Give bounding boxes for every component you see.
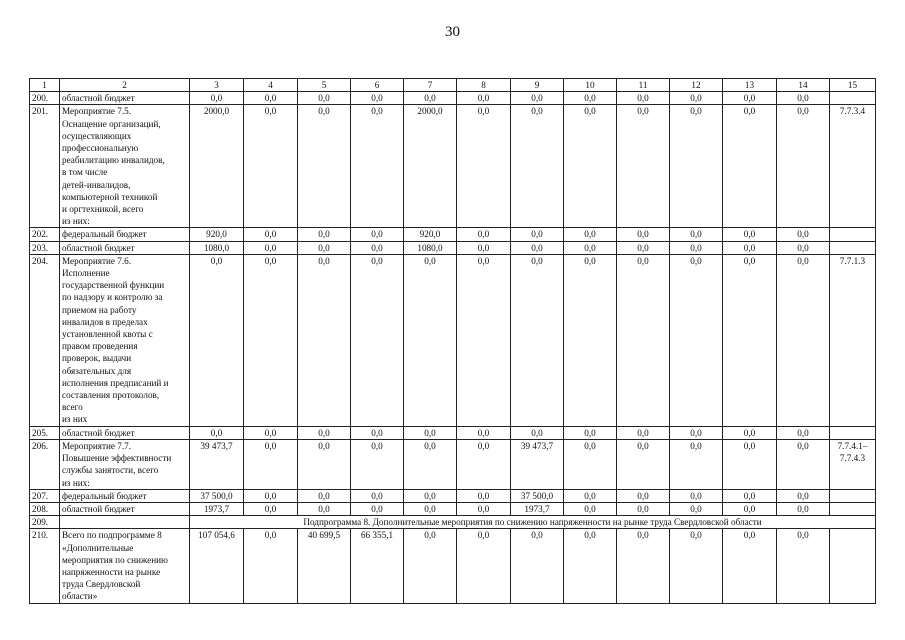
- column-header: 12: [670, 79, 723, 92]
- target-code: 7.7.1.3: [830, 254, 876, 426]
- value-cell: 920,0: [190, 228, 244, 241]
- value-cell: 0,0: [298, 105, 351, 228]
- value-cell: 0,0: [670, 92, 723, 105]
- value-cell: 0,0: [777, 254, 830, 426]
- target-code: [830, 92, 876, 105]
- value-cell: 0,0: [564, 426, 617, 439]
- value-cell: 0,0: [564, 228, 617, 241]
- value-cell: 0,0: [670, 439, 723, 489]
- value-cell: 0,0: [670, 489, 723, 502]
- row-number: 200.: [30, 92, 60, 105]
- table-row: [30, 529, 876, 603]
- value-cell: 37 500,0: [511, 489, 564, 502]
- value-cell: 1080,0: [404, 241, 457, 254]
- value-cell: 0,0: [723, 502, 777, 515]
- value-cell: 1080,0: [190, 241, 244, 254]
- value-cell: 0,0: [511, 105, 564, 228]
- value-cell: 0,0: [457, 426, 511, 439]
- value-cell: 0,0: [564, 92, 617, 105]
- value-cell: 0,0: [564, 105, 617, 228]
- table-row: [30, 516, 876, 529]
- value-cell: 0,0: [564, 529, 617, 603]
- value-cell: 0,0: [617, 489, 670, 502]
- value-cell: 0,0: [617, 105, 670, 228]
- row-number: 206.: [30, 439, 60, 489]
- item-name: областной бюджет: [60, 502, 190, 515]
- value-cell: 0,0: [244, 426, 298, 439]
- value-cell: 0,0: [564, 502, 617, 515]
- column-header: 8: [457, 79, 511, 92]
- value-cell: 0,0: [670, 228, 723, 241]
- value-cell: 0,0: [351, 426, 404, 439]
- value-cell: 0,0: [244, 92, 298, 105]
- value-cell: 0,0: [511, 241, 564, 254]
- value-cell: 0,0: [617, 254, 670, 426]
- value-cell: 0,0: [298, 241, 351, 254]
- value-cell: 0,0: [564, 254, 617, 426]
- value-cell: 107 054,6: [190, 529, 244, 603]
- column-header: 10: [564, 79, 617, 92]
- table-row: [30, 254, 876, 426]
- value-cell: 0,0: [511, 254, 564, 426]
- value-cell: 0,0: [617, 241, 670, 254]
- value-cell: 0,0: [457, 105, 511, 228]
- value-cell: 1973,7: [190, 502, 244, 515]
- table-row: [30, 241, 876, 254]
- value-cell: 37 500,0: [190, 489, 244, 502]
- value-cell: 0,0: [298, 228, 351, 241]
- value-cell: 2000,0: [190, 105, 244, 228]
- value-cell: 0,0: [351, 105, 404, 228]
- table-row: [30, 105, 876, 228]
- value-cell: 1973,7: [511, 502, 564, 515]
- value-cell: 0,0: [511, 228, 564, 241]
- value-cell: 0,0: [777, 241, 830, 254]
- value-cell: 0,0: [723, 92, 777, 105]
- value-cell: 0,0: [404, 92, 457, 105]
- value-cell: 66 355,1: [351, 529, 404, 603]
- value-cell: 0,0: [723, 439, 777, 489]
- value-cell: 39 473,7: [511, 439, 564, 489]
- value-cell: 0,0: [351, 92, 404, 105]
- column-header: 15: [830, 79, 876, 92]
- table-row: [30, 426, 876, 439]
- value-cell: 0,0: [777, 439, 830, 489]
- item-name: федеральный бюджет: [60, 228, 190, 241]
- value-cell: 0,0: [457, 529, 511, 603]
- value-cell: 0,0: [244, 529, 298, 603]
- value-cell: 0,0: [511, 92, 564, 105]
- value-cell: 0,0: [457, 241, 511, 254]
- value-cell: 0,0: [617, 439, 670, 489]
- table-row: [30, 439, 876, 489]
- row-number: 202.: [30, 228, 60, 241]
- value-cell: 0,0: [351, 254, 404, 426]
- value-cell: 0,0: [723, 489, 777, 502]
- value-cell: 0,0: [564, 241, 617, 254]
- value-cell: 0,0: [670, 105, 723, 228]
- target-code: [830, 228, 876, 241]
- value-cell: 0,0: [244, 228, 298, 241]
- item-name: областной бюджет: [60, 241, 190, 254]
- value-cell: 0,0: [298, 254, 351, 426]
- value-cell: 0,0: [723, 426, 777, 439]
- column-header: 6: [351, 79, 404, 92]
- row-number: 210.: [30, 529, 60, 603]
- value-cell: 39 473,7: [190, 439, 244, 489]
- value-cell: 0,0: [190, 426, 244, 439]
- value-cell: 0,0: [617, 529, 670, 603]
- value-cell: 0,0: [670, 529, 723, 603]
- target-code: [830, 502, 876, 515]
- item-name: Мероприятие 7.6. Исполнение государственной функции по надзору и контролю за приемом на работу инвалидов в пределах установленной квоты с правом проведения проверок, выдачи обязательных для исполнения предписаний и составления протоколов, всего из них: [60, 254, 190, 426]
- value-cell: 0,0: [777, 228, 830, 241]
- value-cell: 0,0: [723, 254, 777, 426]
- value-cell: 0,0: [404, 426, 457, 439]
- value-cell: 0,0: [457, 228, 511, 241]
- value-cell: 0,0: [564, 489, 617, 502]
- item-name: Мероприятие 7.5. Оснащение организаций, осуществляющих профессиональную реабилитацию инвалидов, в том числе детей-инвалидов, компьютерной техникой и оргтехникой, всего из них:: [60, 105, 190, 228]
- value-cell: 0,0: [777, 502, 830, 515]
- value-cell: 0,0: [404, 254, 457, 426]
- row-number: 205.: [30, 426, 60, 439]
- table-row: [30, 228, 876, 241]
- row-number: 204.: [30, 254, 60, 426]
- value-cell: 0,0: [723, 228, 777, 241]
- value-cell: 0,0: [244, 241, 298, 254]
- empty-cell: [60, 516, 190, 529]
- table-row: [30, 502, 876, 515]
- value-cell: 0,0: [404, 502, 457, 515]
- value-cell: 0,0: [670, 426, 723, 439]
- column-header: 2: [60, 79, 190, 92]
- value-cell: 0,0: [777, 489, 830, 502]
- item-name: Мероприятие 7.7. Повышение эффективности службы занятости, всего из них:: [60, 439, 190, 489]
- value-cell: 0,0: [670, 254, 723, 426]
- value-cell: 40 699,5: [298, 529, 351, 603]
- table-row: [30, 489, 876, 502]
- value-cell: 0,0: [351, 228, 404, 241]
- value-cell: 0,0: [777, 105, 830, 228]
- value-cell: 0,0: [670, 502, 723, 515]
- value-cell: 2000,0: [404, 105, 457, 228]
- subprogram-title: Подпрограмма 8. Дополнительные мероприятия по снижению напряженности на рынке труда Свердловской области: [190, 516, 876, 529]
- target-code: [830, 489, 876, 502]
- value-cell: 0,0: [244, 105, 298, 228]
- column-header: 4: [244, 79, 298, 92]
- column-header: 3: [190, 79, 244, 92]
- value-cell: 0,0: [244, 439, 298, 489]
- value-cell: 0,0: [723, 241, 777, 254]
- item-name: областной бюджет: [60, 426, 190, 439]
- value-cell: 0,0: [617, 502, 670, 515]
- value-cell: 0,0: [298, 502, 351, 515]
- target-code: [830, 241, 876, 254]
- value-cell: 0,0: [777, 426, 830, 439]
- column-header: 14: [777, 79, 830, 92]
- value-cell: 0,0: [511, 529, 564, 603]
- item-name: Всего по подпрограмме 8 «Дополнительные мероприятия по снижению напряженности на рынке труда Свердловской области»: [60, 529, 190, 603]
- value-cell: 0,0: [244, 254, 298, 426]
- value-cell: 0,0: [351, 439, 404, 489]
- header-row: [30, 79, 876, 92]
- column-header: 11: [617, 79, 670, 92]
- row-number: 201.: [30, 105, 60, 228]
- page-number: 30: [445, 24, 460, 40]
- value-cell: 0,0: [457, 92, 511, 105]
- value-cell: 0,0: [244, 489, 298, 502]
- value-cell: 0,0: [670, 241, 723, 254]
- row-number: 209.: [30, 516, 60, 529]
- value-cell: 0,0: [457, 502, 511, 515]
- value-cell: 0,0: [457, 489, 511, 502]
- column-header: 5: [298, 79, 351, 92]
- value-cell: 0,0: [298, 439, 351, 489]
- value-cell: 0,0: [457, 439, 511, 489]
- value-cell: 0,0: [244, 502, 298, 515]
- row-number: 208.: [30, 502, 60, 515]
- value-cell: 0,0: [351, 241, 404, 254]
- table-row: [30, 92, 876, 105]
- target-code: [830, 426, 876, 439]
- target-code: 7.7.4.1– 7.7.4.3: [830, 439, 876, 489]
- item-name: областной бюджет: [60, 92, 190, 105]
- value-cell: 0,0: [298, 426, 351, 439]
- value-cell: 0,0: [777, 529, 830, 603]
- value-cell: 0,0: [190, 92, 244, 105]
- item-name: федеральный бюджет: [60, 489, 190, 502]
- column-header: 7: [404, 79, 457, 92]
- target-code: 7.7.3.4: [830, 105, 876, 228]
- value-cell: 0,0: [617, 228, 670, 241]
- value-cell: 0,0: [777, 92, 830, 105]
- value-cell: 0,0: [617, 92, 670, 105]
- row-number: 203.: [30, 241, 60, 254]
- value-cell: 0,0: [723, 105, 777, 228]
- value-cell: 0,0: [190, 254, 244, 426]
- value-cell: 0,0: [404, 529, 457, 603]
- value-cell: 0,0: [723, 529, 777, 603]
- value-cell: 0,0: [457, 254, 511, 426]
- value-cell: 0,0: [298, 92, 351, 105]
- value-cell: 0,0: [404, 489, 457, 502]
- value-cell: 0,0: [351, 489, 404, 502]
- value-cell: 0,0: [404, 439, 457, 489]
- value-cell: 0,0: [564, 439, 617, 489]
- value-cell: 0,0: [298, 489, 351, 502]
- target-code: [830, 529, 876, 603]
- value-cell: 0,0: [617, 426, 670, 439]
- value-cell: 0,0: [351, 502, 404, 515]
- budget-table: [29, 78, 876, 604]
- row-number: 207.: [30, 489, 60, 502]
- value-cell: 920,0: [404, 228, 457, 241]
- column-header: 9: [511, 79, 564, 92]
- column-header: 13: [723, 79, 777, 92]
- value-cell: 0,0: [511, 426, 564, 439]
- column-header: 1: [30, 79, 60, 92]
